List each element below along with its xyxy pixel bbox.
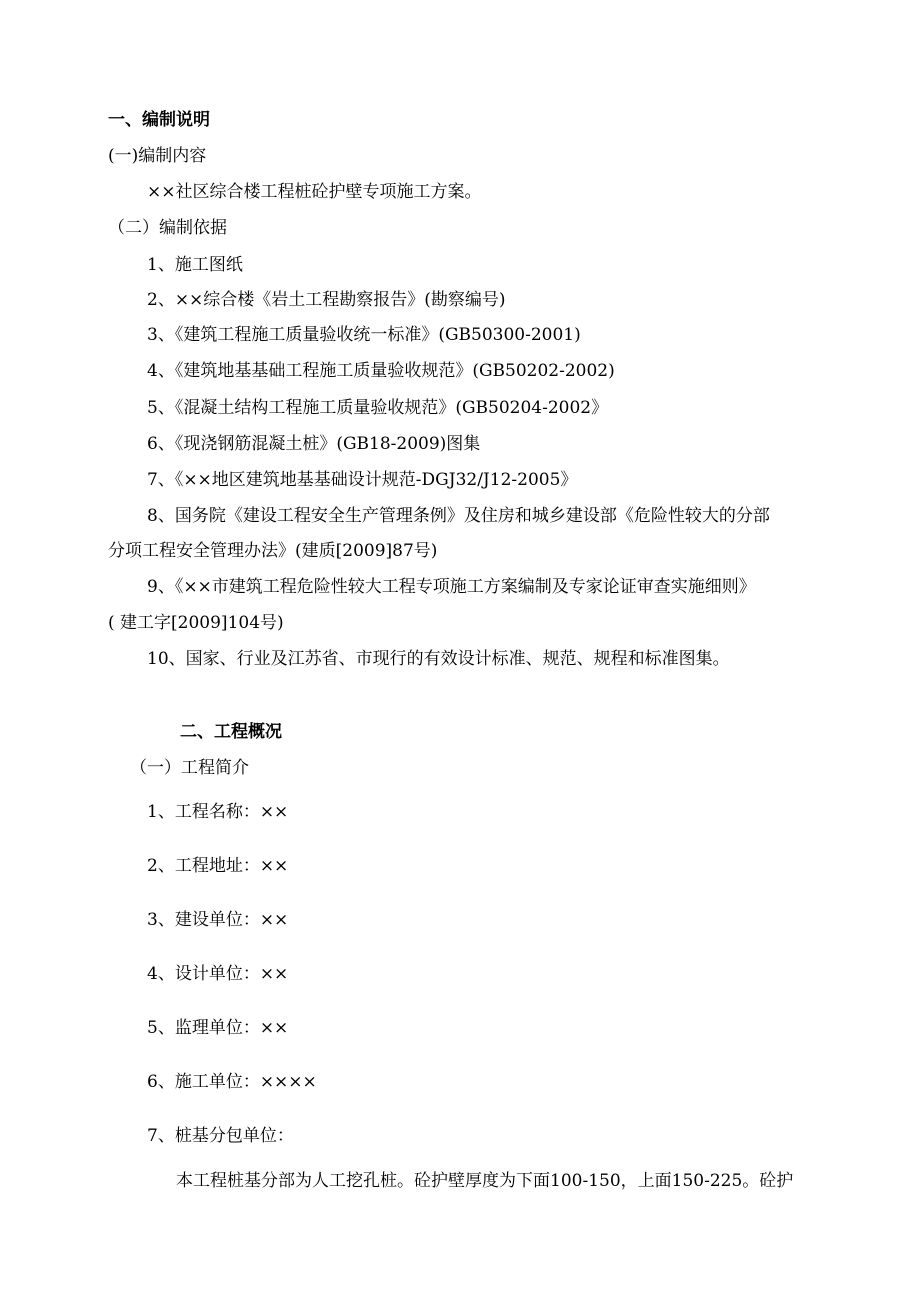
project-item-6: 6、施工单位：××××: [147, 1072, 317, 1092]
compile-content-text: ××社区综合楼工程桩砼护壁专项施工方案。: [147, 182, 482, 202]
project-item-7: 7、桩基分包单位：: [147, 1126, 294, 1146]
basis-item-2: 2、××综合楼《岩土工程勘察报告》(勘察编号): [147, 290, 506, 310]
section-heading-1: 一、编制说明: [108, 110, 210, 130]
basis-item-7: 7、《××地区建筑地基基础设计规范-DGJ32/J12-2005》: [147, 470, 578, 490]
pile-foundation-paragraph: 本工程桩基分部为人工挖孔桩。砼护壁厚度为下面100-150，上面150-225。砼护: [176, 1171, 794, 1191]
basis-item-10: 10、国家、行业及江苏省、市现行的有效设计标准、规范、规程和标准图集。: [147, 649, 730, 669]
project-item-2: 2、工程地址：××: [147, 856, 289, 876]
basis-item-9-line2: ( 建工字[2009]104号): [108, 613, 284, 633]
basis-item-8-line1: 8、国务院《建设工程安全生产管理条例》及住房和城乡建设部《危险性较大的分部: [147, 506, 770, 526]
basis-item-9-line1: 9、《××市建筑工程危险性较大工程专项施工方案编制及专家论证审查实施细则》: [147, 577, 756, 597]
basis-item-6: 6、《现浇钢筋混凝土桩》(GB18-2009)图集: [147, 434, 481, 454]
subsection-title-compile-content: (一)编制内容: [108, 146, 207, 166]
project-item-1: 1、工程名称：××: [147, 802, 289, 822]
section-heading-2: 二、工程概况: [180, 722, 282, 742]
basis-item-8-line2: 分项工程安全管理办法》(建质[2009]87号): [108, 541, 438, 561]
subsection-title-project-intro: （一）工程简介: [130, 758, 249, 778]
basis-item-1: 1、施工图纸: [147, 255, 243, 275]
project-item-3: 3、建设单位：××: [147, 910, 289, 930]
project-item-4: 4、设计单位：××: [147, 964, 289, 984]
subsection-title-compile-basis: （二）编制依据: [108, 218, 227, 238]
project-item-5: 5、监理单位：××: [147, 1018, 289, 1038]
basis-item-5: 5、《混凝土结构工程施工质量验收规范》(GB50204-2002》: [147, 398, 609, 418]
basis-item-3: 3、《建筑工程施工质量验收统一标准》(GB50300-2001): [147, 325, 581, 345]
basis-item-4: 4、《建筑地基基础工程施工质量验收规范》(GB50202-2002): [147, 361, 615, 381]
